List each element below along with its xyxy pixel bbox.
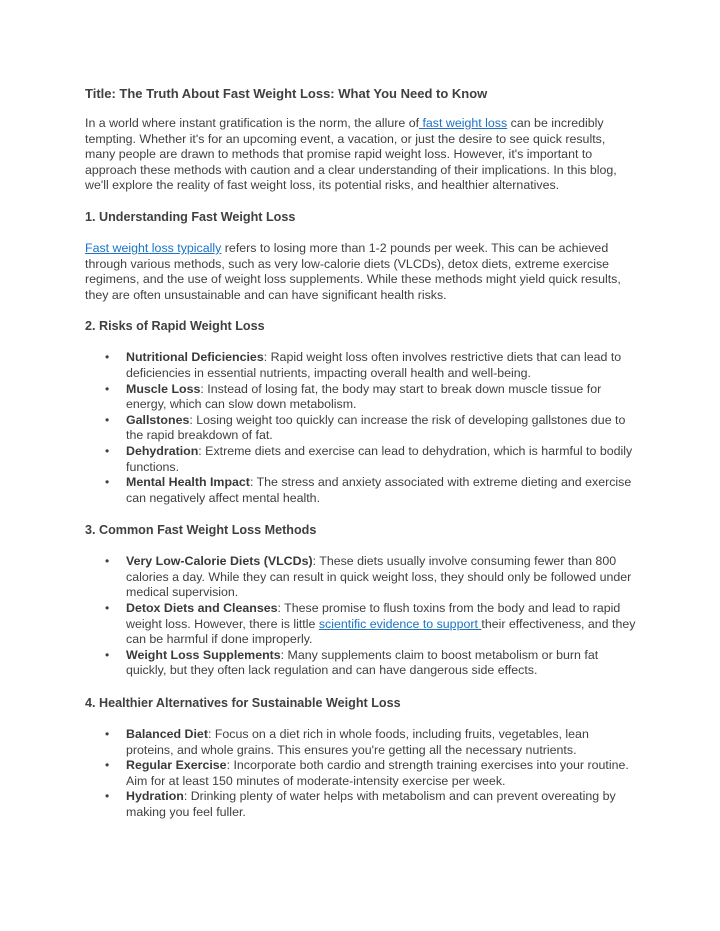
bullet-icon: • (105, 554, 110, 569)
bullet-icon: • (105, 601, 110, 616)
document-page (85, 85, 637, 837)
list-item-term: Gallstones (126, 412, 190, 427)
list-item (85, 789, 637, 820)
methods-list (85, 554, 637, 679)
list-item-text: : Many supplements claim to boost metabolism or burn fat quickly, but they often lack regulation and can have dangerous side effects. (126, 647, 599, 678)
bullet-icon: • (105, 475, 110, 490)
fast-weight-loss-typically-link[interactable]: Fast weight loss typically (85, 240, 222, 255)
list-item-term: Balanced Diet (126, 727, 208, 742)
section-4-heading: 4. Healthier Alternatives for Sustainable Weight Loss (85, 696, 401, 711)
list-item-text: : Rapid weight loss often involves restrictive diets that can lead to deficiencies in essential nutrients, impacting overall health and well-being. (126, 350, 622, 380)
bullet-icon: • (105, 412, 110, 427)
list-item-text: : Instead of losing fat, the body may start to break down muscle tissue for energy, which can slow down metabolism. (126, 381, 602, 412)
list-item-text: : Focus on a diet rich in whole foods, including fruits, vegetables, lean proteins, and whole grains. This ensures you're getting all the necessary nutrients. (126, 727, 589, 757)
section-1-text: refers to losing more than 1-2 pounds per week. This can be achieved through various methods, such as very low-calorie diets (VLCDs), detox diets, extreme exercise regimens, and the use of weight loss supplements. While these methods might yield quick results, they are often unsustainable and can have significant health risks. (85, 240, 621, 302)
list-item (85, 413, 637, 444)
list-item-term: Weight Loss Supplements (126, 647, 281, 662)
list-item-text: : The stress and anxiety associated with extreme dieting and exercise can negatively affect mental health. (126, 475, 632, 505)
bullet-icon: • (105, 758, 110, 773)
list-item (85, 554, 637, 601)
list-item (85, 444, 637, 475)
list-item-text: : Incorporate both cardio and strength training exercises into your routine. Aim for at least 150 minutes of moderate-intensity exercise per week. (126, 758, 629, 788)
bullet-icon: • (105, 350, 110, 365)
bullet-icon: • (105, 443, 110, 458)
document-title: Title: The Truth About Fast Weight Loss: What You Need to Know (85, 86, 488, 101)
intro-text-end: can be incredibly tempting. Whether it's for an upcoming event, a vacation, or just the desire to see quick results, many people are drawn to methods that promise rapid weight loss. However, it's important to approach these methods with caution and a clear understanding of their implications. In this blog, we'll explore the reality of fast weight loss, its potential risks, and healthier alternatives. (85, 116, 617, 193)
list-item-term: Regular Exercise (126, 758, 227, 773)
fast-weight-loss-link[interactable]: fast weight loss (419, 116, 508, 130)
risks-list (85, 350, 637, 506)
section-1-heading: 1. Understanding Fast Weight Loss (85, 209, 296, 224)
bullet-icon: • (105, 381, 110, 396)
list-item (85, 727, 637, 758)
list-item-term: Detox Diets and Cleanses (126, 601, 278, 616)
section-1-paragraph (85, 241, 637, 303)
list-item (85, 601, 637, 648)
list-item-text-end: their effectiveness, and they can be harmful if done improperly. (126, 616, 636, 647)
list-item (85, 350, 637, 381)
scientific-evidence-link[interactable]: scientific evidence to support (318, 616, 482, 631)
list-item-term: Mental Health Impact (126, 475, 250, 490)
intro-text-start: In a world where instant gratification is the norm, the allure of (85, 116, 420, 130)
list-item (85, 648, 637, 679)
list-item-text: : Drinking plenty of water helps with metabolism and can prevent overeating by making you feel fuller. (126, 789, 616, 819)
section-3-heading: 3. Common Fast Weight Loss Methods (85, 523, 317, 538)
list-item-text: : Losing weight too quickly can increase the risk of developing gallstones due to the rapid breakdown of fat. (126, 412, 626, 443)
list-item-text: : These diets usually involve consuming fewer than 800 calories a day. While they can result in quick weight loss, they should only be followed under medical supervision. (126, 554, 632, 600)
list-item-term: Very Low-Calorie Diets (VLCDs) (126, 554, 313, 569)
section-2-heading: 2. Risks of Rapid Weight Loss (85, 319, 265, 334)
list-item-term: Hydration (126, 789, 184, 804)
list-item-term: Muscle Loss (126, 381, 201, 396)
intro-paragraph (85, 116, 637, 194)
list-item (85, 475, 637, 506)
bullet-icon: • (105, 789, 110, 804)
bullet-icon: • (105, 647, 110, 662)
list-item-term: Dehydration (126, 443, 199, 458)
list-item-text: : Extreme diets and exercise can lead to dehydration, which is harmful to bodily functions. (126, 443, 633, 474)
list-item (85, 758, 637, 789)
list-item (85, 382, 637, 413)
alternatives-list (85, 727, 637, 821)
list-item-text: : These promise to flush toxins from the body and lead to rapid weight loss. However, there is little (126, 601, 621, 631)
bullet-icon: • (105, 727, 110, 742)
list-item-term: Nutritional Deficiencies (126, 350, 264, 365)
